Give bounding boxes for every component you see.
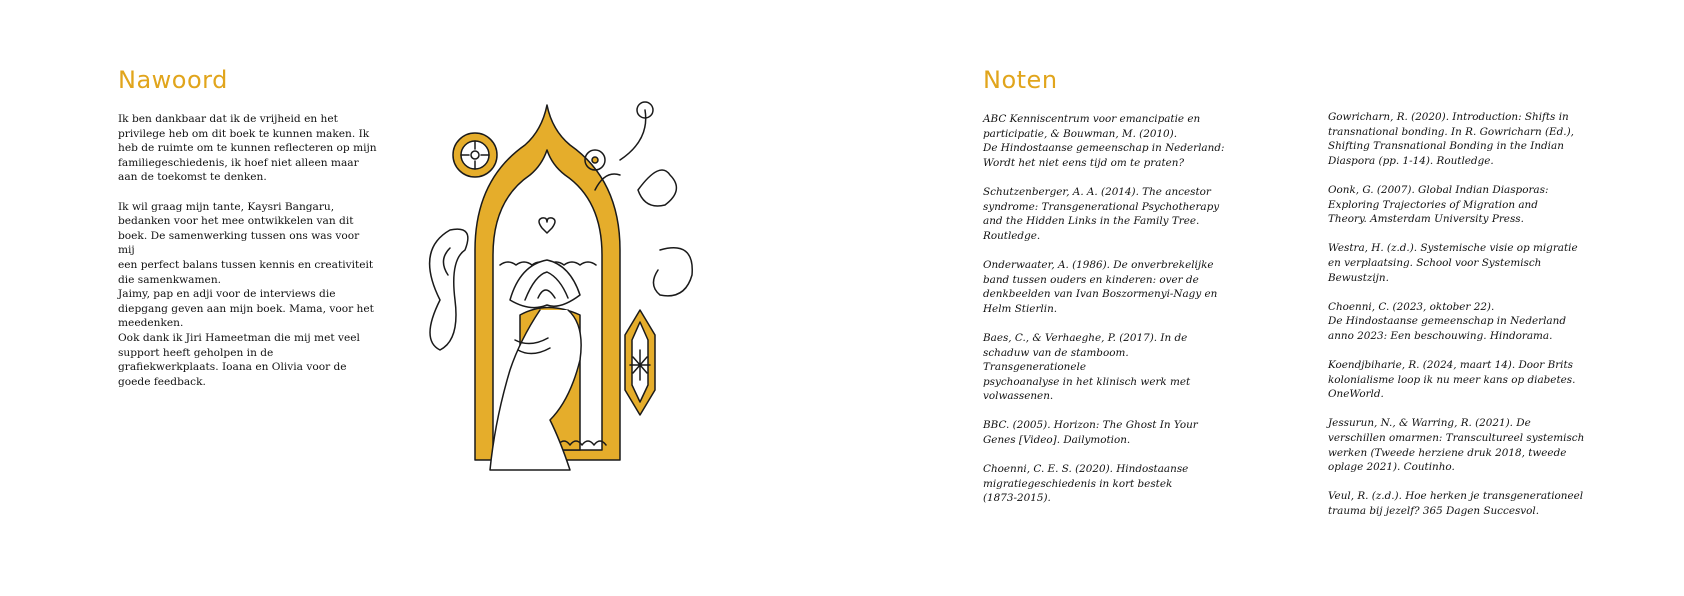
reference-item: Choenni, C. (2023, oktober 22). De Hindostaanse gemeenschap in Nederland anno 2023: Een beschouwing. Hindorama. [1328, 300, 1566, 342]
reference-item: Gowricharn, R. (2020). Introduction: Shifts in transnational bonding. In R. Gowricharn (Ed.), Shifting Transnational Bonding in the Indian Diaspora (pp. 1-14). Routledge. [1328, 111, 1574, 167]
reference-item: Veul, R. (z.d.). Hoe herken je transgenerationeel trauma bij jezelf? 365 Dagen Succesvol. [1328, 490, 1584, 518]
nawoord-title: Nawoord [118, 66, 228, 94]
reference-item: Schutzenberger, A. A. (2014). The ancestor syndrome: Transgenerational Psychotherapy and the Hidden Links in the Family Tree. Routledge. [983, 185, 1220, 242]
reference-item: Choenni, C. E. S. (2020). Hindostaanse migratiegeschiedenis in kort bestek (1873-2015). [983, 463, 1189, 505]
reference-item: BBC. (2005). Horizon: The Ghost In Your Genes [Video]. Dailymotion. [983, 419, 1198, 447]
reference-item: Baes, C., & Verhaeghe, P. (2017). In de schaduw van de stamboom. Transgenerationele psychoanalyse in het klinisch werk met volwassenen. [983, 331, 1191, 403]
reference-item: ABC Kenniscentrum voor emancipatie en participatie, & Bouwman, M. (2010). De Hindostaanse gemeenschap in Nederland: Wordt het niet eens tijd om te praten? [983, 113, 1225, 169]
reference-item: Westra, H. (z.d.). Systemische visie op migratie en verplaatsing. School voor Systemisch Bewustzijn. [1328, 242, 1578, 284]
reference-item: Onderwaater, A. (1986). De onverbrekelijke band tussen ouders en kinderen: over de denkbeelden van Ivan Boszormenyi-Nagy en Helm Stierlin. [983, 258, 1218, 315]
nawoord-body [118, 112, 378, 389]
reference-item: Koendjbiharie, R. (2024, maart 14). Door Brits kolonialisme loop ik nu meer kans op diabetes. OneWorld. [1328, 359, 1576, 401]
nawoord-paragraph-2: Ik wil graag mijn tante, Kaysri Bangaru, bedanken voor het mee ontwikkelen van dit boek. De samenwerking tussen ons was voor mij een perfect balans tussen kennis en creativiteit die samenkwamen. Jaimy, pap en adji voor de interviews die diepgang geven aan mijn boek. Mama, voor het meedenken. Ook dank ik Jiri Hameetman die mij met veel support heeft geholpen in de grafiekwerkplaats. Ioana en Olivia voor de goede feedback. [118, 200, 374, 388]
references-column-right [1328, 110, 1588, 533]
noten-title: Noten [983, 66, 1058, 94]
references-column-left [983, 112, 1233, 521]
reference-item: Oonk, G. (2007). Global Indian Diasporas: Exploring Trajectories of Migration and Theory. Amsterdam University Press. [1328, 183, 1549, 226]
ornamental-arch-with-lotus-and-hand-icon [420, 100, 740, 510]
nawoord-paragraph-1: Ik ben dankbaar dat ik de vrijheid en het privilege heb om dit boek te kunnen maken. Ik heb de ruimte om te kunnen reflecteren op mijn familiegeschiedenis, ik hoef niet alleen maar aan de toekomst te denken. [118, 113, 377, 184]
reference-item: Jessurun, N., & Warring, R. (2021). De verschillen omarmen: Transcultureel systemisch werken (Tweede herziene druk 2018, tweede oplage 2021). Coutinho. [1328, 417, 1585, 474]
